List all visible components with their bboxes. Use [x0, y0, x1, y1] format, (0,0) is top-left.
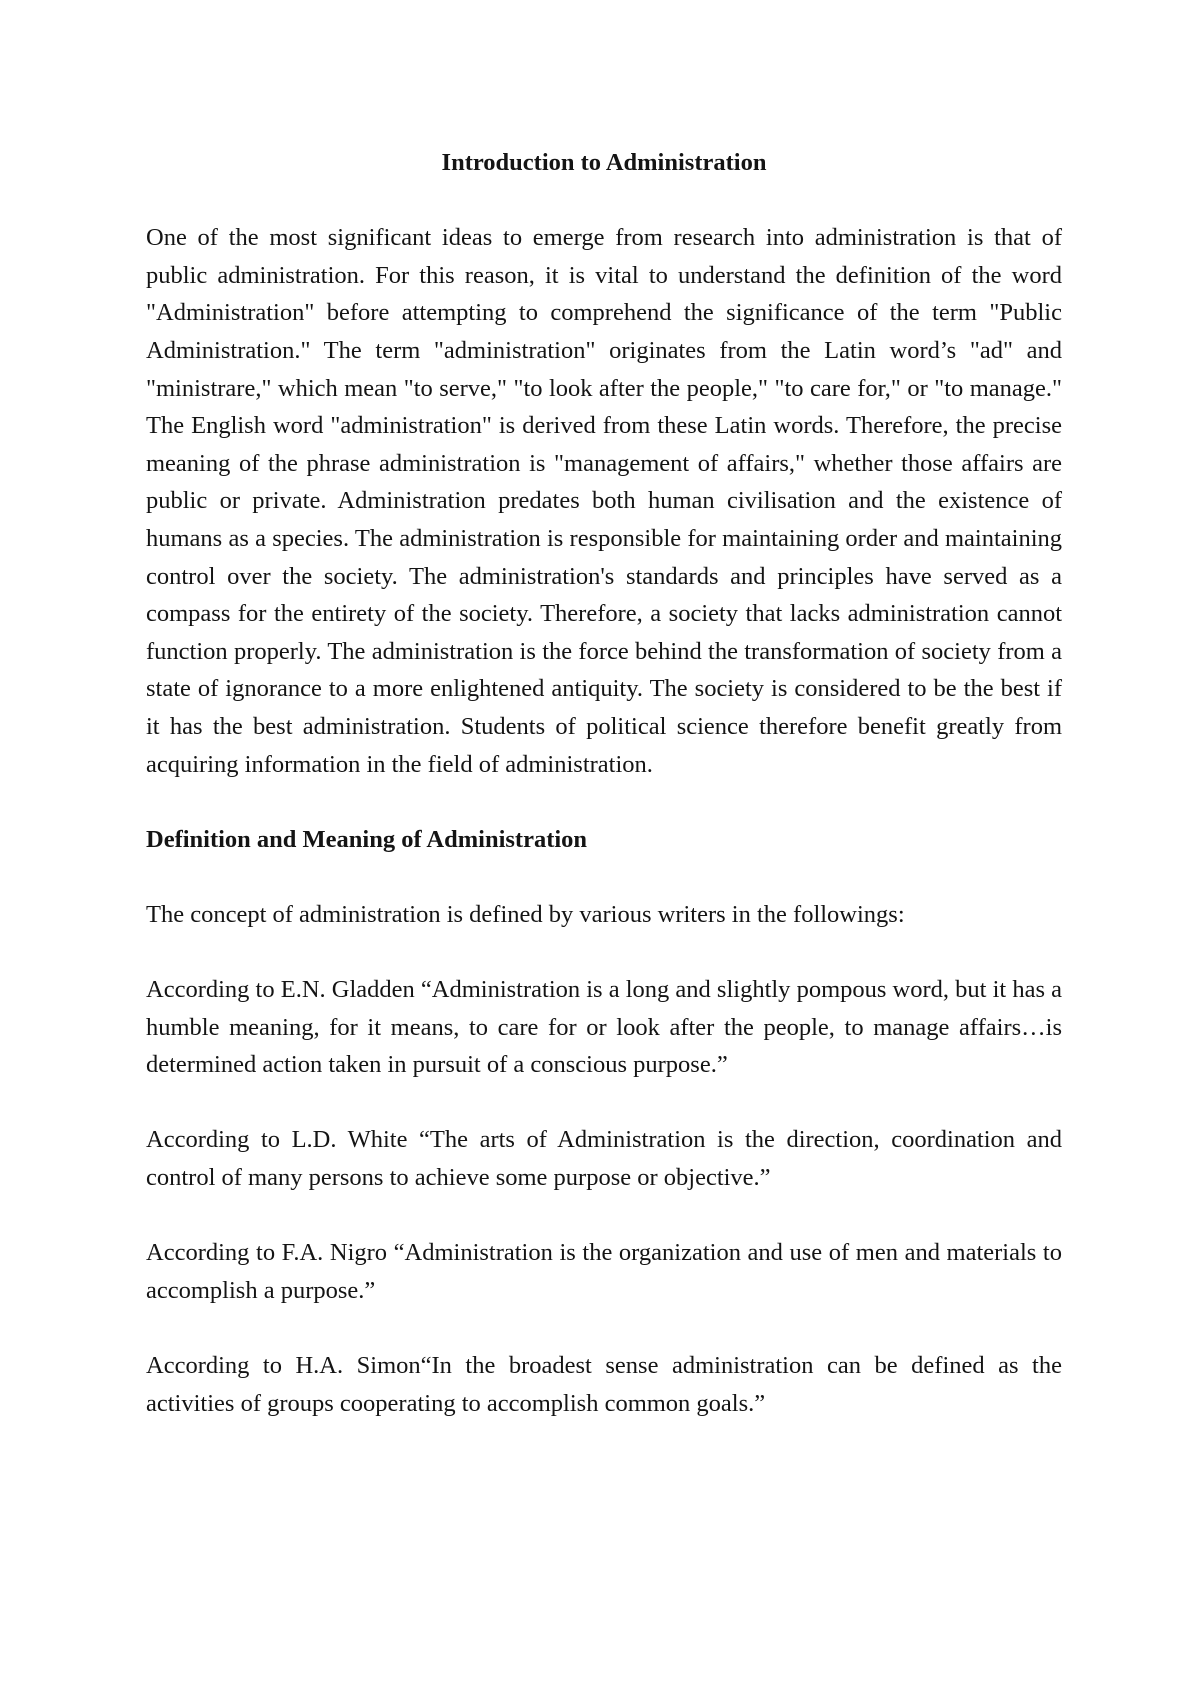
definition-gladden: According to E.N. Gladden “Administration is a long and slightly pompous word, but it has a humble meaning, for it means, to care for or look after the people, to manage affairs…is determined action taken in pursuit of a conscious purpose.”: [146, 976, 1062, 1079]
section-intro: The concept of administration is defined by various writers in the followings:: [146, 900, 905, 928]
definition-nigro: According to F.A. Nigro “Administration is the organization and use of men and materials to accomplish a purpose.”: [146, 1239, 1062, 1304]
section-heading: Definition and Meaning of Administration: [146, 825, 588, 853]
document-title: Introduction to Administration: [441, 149, 767, 176]
intro-paragraph: One of the most significant ideas to emerge from research into administration is that of public administration. For this reason, it is vital to understand the definition of the word "Administration" before attempting to comprehend the significance of the term "Public Administration." The term "administration" originates from the Latin word’s "ad" and "ministrare," which mean "to serve," "to look after the people," "to care for," or "to manage." The English word "administration" is derived from these Latin words. Therefore, the precise meaning of the phrase administration is "management of affairs," whether those affairs are public or private. Administration predates both human civilisation and the existence of humans as a species. The administration is responsible for maintaining order and maintaining control over the society. The administration's standards and principles have served as a compass for the entirety of the society. Therefore, a society that lacks administration cannot function properly. The administration is the force behind the transformation of society from a state of ignorance to a more enlightened antiquity. The society is considered to be the best if it has the best administration. Students of political science therefore benefit greatly from acquiring information in the field of administration.: [146, 224, 1062, 778]
definition-white: According to L.D. White “The arts of Administration is the direction, coordination and control of many persons to achieve some purpose or objective.”: [146, 1126, 1062, 1192]
definition-simon: According to H.A. Simon“In the broadest sense administration can be defined as the activities of groups cooperating to accomplish common goals.”: [146, 1352, 1062, 1417]
